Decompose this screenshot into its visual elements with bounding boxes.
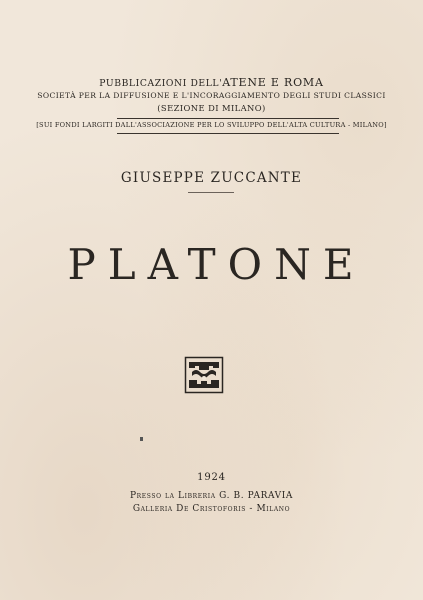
- funding-note: [SUI FONDI LARGITI DALL'ASSOCIAZIONE PER LO SVILUPPO DELL'ALTA CULTURA - MILANO]: [36, 121, 387, 129]
- publisher-line: Presso la Libreria G. B. PARAVIA: [130, 491, 293, 501]
- address-line: Galleria De Cristoforis - Milano: [132, 504, 291, 514]
- book-title: PLATONE: [67, 240, 366, 289]
- series-name: ATENE E ROMA: [222, 76, 324, 89]
- society-line: SOCIETÀ PER LA DIFFUSIONE E L'INCORAGGIAMENTO DEGLI STUDI CLASSICI: [37, 91, 386, 100]
- ink-speck: [140, 437, 143, 441]
- top-rule: [117, 118, 339, 119]
- series-prefix: PUBBLICAZIONI DELL': [99, 78, 223, 89]
- section-line: (SEZIONE DI MILANO): [157, 103, 266, 113]
- bottom-rule: [117, 133, 339, 134]
- author-underline: [188, 192, 234, 193]
- ornamental-device-icon: [184, 356, 224, 394]
- author-name: GIUSEPPE ZUCCANTE: [120, 170, 303, 186]
- publication-year: 1924: [197, 472, 226, 483]
- series-line: [0, 76, 423, 89]
